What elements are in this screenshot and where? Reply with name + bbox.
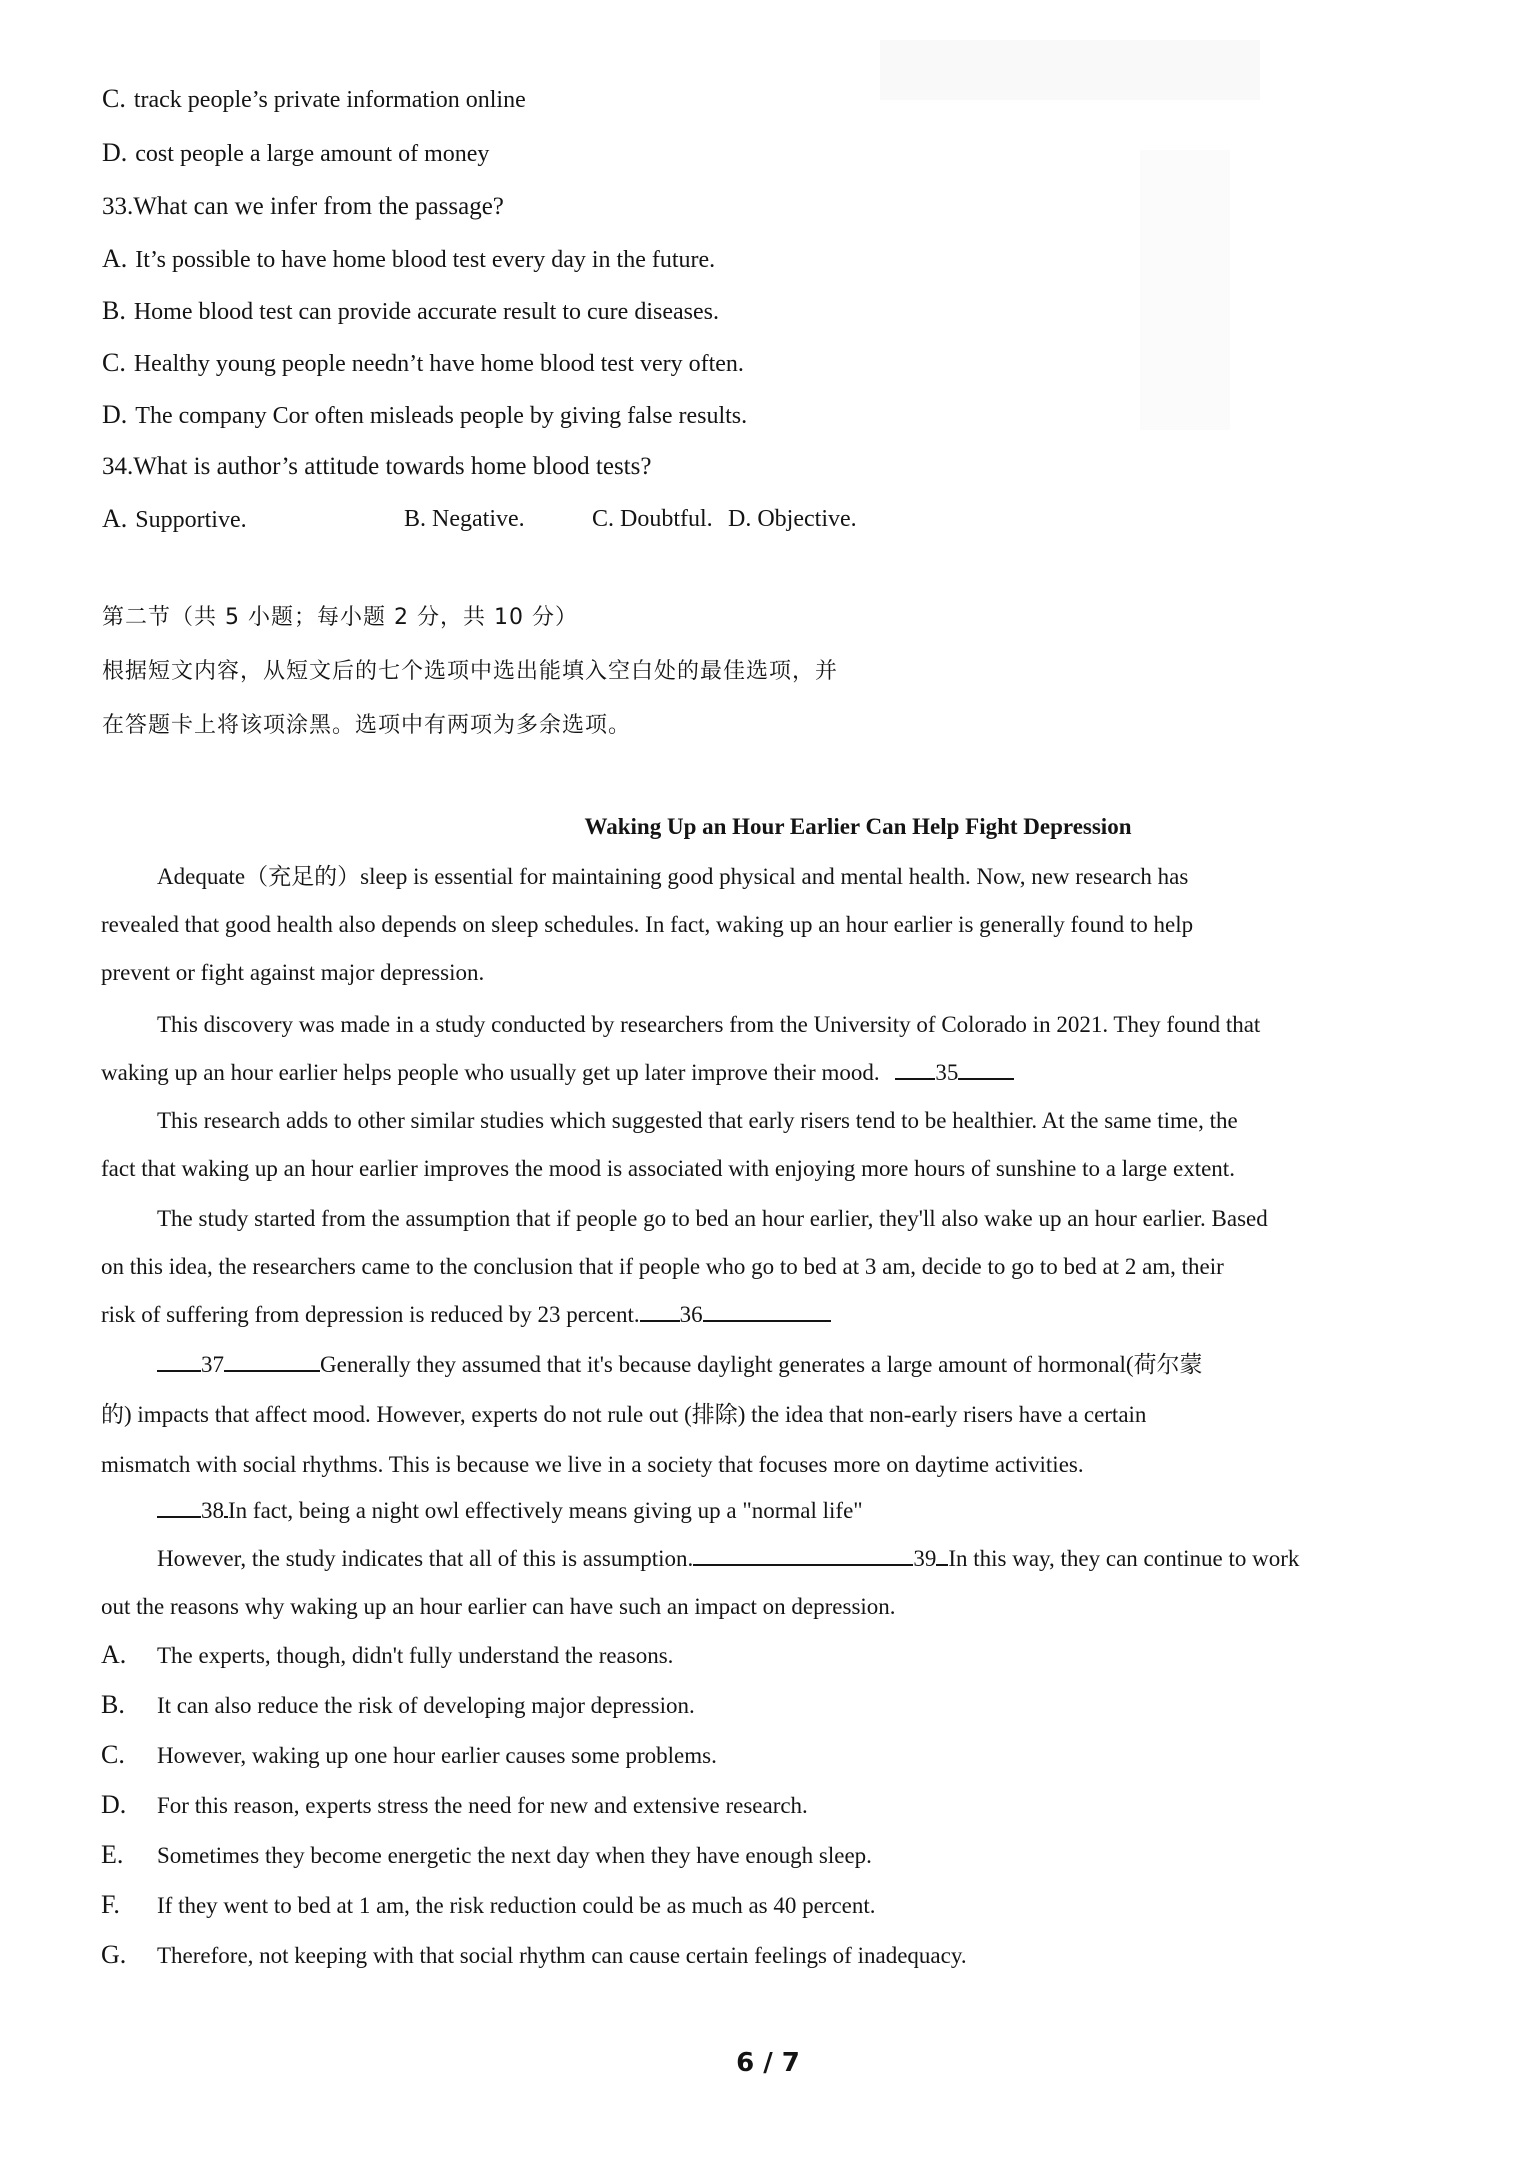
passage-title: Waking Up an Hour Earlier Can Help Fight Depression — [584, 814, 1132, 839]
passage-line: This research adds to other similar studies which suggested that early risers tend to be healthier. At the same time, the — [157, 1108, 1238, 1133]
section-instruction: 根据短文内容，从短文后的七个选项中选出能填入空白处的最佳选项，并 — [102, 659, 839, 684]
scan-artifact — [880, 40, 1260, 100]
question-34-stem: 34.What is author’s attitude towards home blood tests? — [102, 453, 652, 480]
option-d-prev: D. cost people a large amount of money — [102, 138, 490, 167]
q34-option-d: D. Objective. — [728, 506, 857, 532]
q33-option-d: D. The company Cor often misleads people by giving false results. — [102, 400, 748, 429]
q34-option-a: A. Supportive. — [102, 504, 247, 533]
question-33-stem: 33.What can we infer from the passage? — [102, 193, 504, 220]
choice-g: G. Therefore, not keeping with that social rhythm can cause certain feelings of inadequacy. — [101, 1940, 967, 1969]
passage-line: fact that waking up an hour earlier improves the mood is associated with enjoying more hours of sunshine to a large extent. — [101, 1156, 1235, 1181]
blank-39[interactable]: 39 — [913, 1546, 937, 1571]
passage-line: prevent or fight against major depression. — [101, 960, 485, 985]
choice-c: C. However, waking up one hour earlier causes some problems. — [101, 1740, 717, 1769]
q34-option-c: C. Doubtful. — [592, 506, 713, 532]
passage-line: waking up an hour earlier helps people who usually get up later improve their mood. 35 — [101, 1058, 1014, 1088]
passage-line: out the reasons why waking up an hour earlier can have such an impact on depression. — [101, 1594, 896, 1619]
blank-37[interactable]: 37 — [201, 1352, 224, 1377]
section-header: 第二节（共 5 小题；每小题 2 分，共 10 分） — [102, 605, 578, 630]
passage-line: 38 In fact, being a night owl effectively means giving up a "normal life" — [157, 1496, 863, 1526]
passage-line: Adequate（充足的）sleep is essential for maintaining good physical and mental health. Now, new research has — [157, 864, 1189, 889]
passage-line: 37 Generally they assumed that it's because daylight generates a large amount of hormonal(荷尔蒙 — [157, 1350, 1203, 1380]
q33-option-c: C. Healthy young people needn’t have home blood test very often. — [102, 348, 744, 377]
passage-line: However, the study indicates that all of this is assumption. 39 In this way, they can continue to work — [157, 1546, 1300, 1571]
choice-b: B. It can also reduce the risk of developing major depression. — [101, 1690, 695, 1719]
q33-option-a: A. It’s possible to have home blood test every day in the future. — [102, 244, 716, 273]
passage-line: 的) impacts that affect mood. However, experts do not rule out (排除) the idea that non-early risers have a certain — [101, 1402, 1147, 1427]
blank-36[interactable]: 36 — [679, 1302, 703, 1327]
q34-options — [102, 504, 857, 535]
scan-artifact — [1140, 150, 1230, 430]
passage-line: revealed that good health also depends on sleep schedules. In fact, waking up an hour earlier is generally found to help — [101, 912, 1194, 937]
blank-35[interactable]: 35 — [935, 1060, 959, 1085]
q34-option-b: B. Negative. — [404, 506, 525, 532]
choice-e: E. Sometimes they become energetic the next day when they have enough sleep. — [101, 1840, 872, 1869]
blank-38[interactable]: 38 — [201, 1498, 224, 1523]
passage-line: The study started from the assumption that if people go to bed an hour earlier, they'll also wake up an hour earlier. Based — [157, 1206, 1268, 1231]
choice-d: D. For this reason, experts stress the need for new and extensive research. — [101, 1790, 808, 1819]
passage-line: This discovery was made in a study conducted by researchers from the University of Colorado in 2021. They found that — [157, 1012, 1261, 1037]
page-number: 6 / 7 — [736, 2048, 800, 2078]
passage-line: mismatch with social rhythms. This is because we live in a society that focuses more on daytime activities. — [101, 1452, 1084, 1477]
choice-f: F. If they went to bed at 1 am, the risk reduction could be as much as 40 percent. — [101, 1890, 876, 1919]
option-c-prev: C. track people’s private information online — [102, 84, 526, 113]
q33-option-b: B. Home blood test can provide accurate result to cure diseases. — [102, 296, 719, 325]
section-instruction: 在答题卡上将该项涂黑。选项中有两项为多余选项。 — [102, 713, 632, 738]
passage-line: on this idea, the researchers came to the conclusion that if people who go to bed at 3 am, decide to go to bed at 2 am, their — [101, 1254, 1224, 1279]
passage-line: risk of suffering from depression is reduced by 23 percent. 36 — [101, 1300, 831, 1330]
choice-a: A. The experts, though, didn't fully understand the reasons. — [101, 1640, 674, 1669]
